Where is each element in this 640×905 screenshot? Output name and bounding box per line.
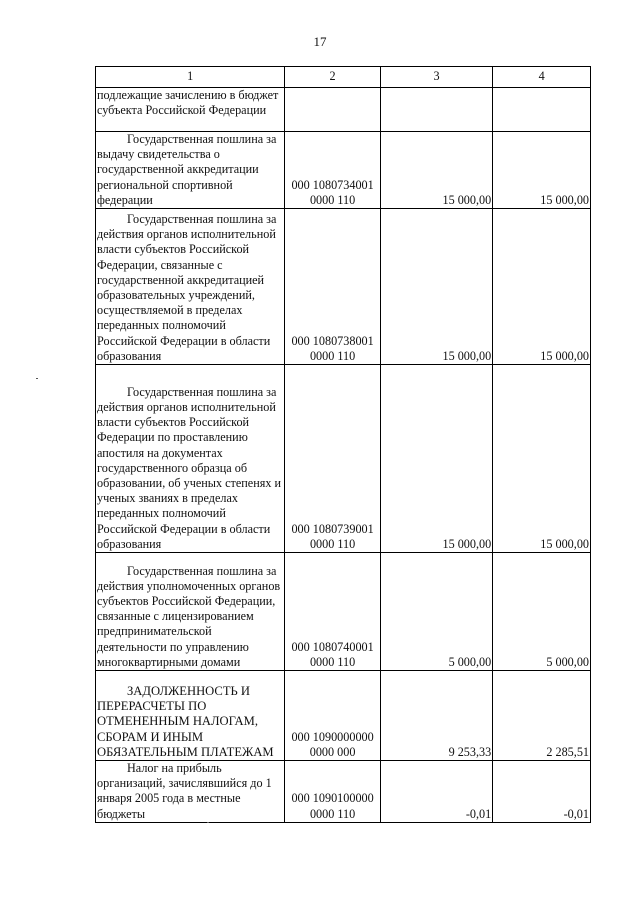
row-name-cell: Государственная пошлина за выдачу свидетельства о государственной аккредитации региональной спортивной федерации: [96, 132, 285, 209]
scan-speck: [207, 822, 209, 823]
column-header-2: 2: [285, 67, 381, 88]
row-code-cell: 000 1080734001 0000 110: [285, 132, 381, 209]
row-value-col4: 15 000,00: [493, 209, 591, 365]
row-value-col4: 2 285,51: [493, 671, 591, 761]
row-value-col3: 15 000,00: [380, 132, 492, 209]
row-code-cell: 000 1080739001 0000 110: [285, 365, 381, 553]
table-row: [96, 132, 591, 209]
table-row: [96, 88, 591, 132]
row-value-col4: [493, 88, 591, 132]
page-number: 17: [313, 34, 327, 49]
table-row: [96, 761, 591, 823]
row-value-col4: 15 000,00: [493, 132, 591, 209]
row-name-cell: Государственная пошлина за действия органов исполнительной власти субъектов Российской Федерации, связанные с государственной аккредитацией образовательных учреждений, осуществляемой в пределах переданных полномочий Российской Федерации в области образования: [96, 209, 285, 365]
table-row: [96, 209, 591, 365]
column-header-3: 3: [380, 67, 492, 88]
row-name-cell: Налог на прибыль организаций, зачислявшийся до 1 января 2005 года в местные бюджеты: [96, 761, 285, 823]
row-name-cell: подлежащие зачислению в бюджет субъекта Российской Федерации: [96, 88, 285, 132]
row-value-col4: 5 000,00: [493, 553, 591, 671]
row-name-cell: Государственная пошлина за действия уполномоченных органов субъектов Российской Федерации, связанные с лицензированием предпринимательской деятельности по управлению многоквартирными домами: [96, 553, 285, 671]
row-name-cell: Государственная пошлина за действия органов исполнительной власти субъектов Российской Федерации по проставлению апостиля на документах государственного образца об образовании, об ученых степенях и ученых званиях в пределах переданных полномочий Российской Федерации в области образования: [96, 365, 285, 553]
row-value-col3: 9 253,33: [380, 671, 492, 761]
row-value-col3: 15 000,00: [380, 365, 492, 553]
row-value-col3: 15 000,00: [380, 209, 492, 365]
row-value-col3: 5 000,00: [380, 553, 492, 671]
budget-revenue-table: [95, 66, 591, 823]
row-code-cell: 000 1080740001 0000 110: [285, 553, 381, 671]
row-value-col4: 15 000,00: [493, 365, 591, 553]
row-code-cell: 000 1080738001 0000 110: [285, 209, 381, 365]
column-header-1: 1: [96, 67, 285, 88]
row-code-cell: [285, 88, 381, 132]
row-code-cell: 000 1090100000 0000 110: [285, 761, 381, 823]
table-row: [96, 553, 591, 671]
row-value-col3: -0,01: [380, 761, 492, 823]
table-row: [96, 365, 591, 553]
row-name-cell: ЗАДОЛЖЕННОСТЬ И ПЕРЕРАСЧЕТЫ ПО ОТМЕНЕННЫМ НАЛОГАМ, СБОРАМ И ИНЫМ ОБЯЗАТЕЛЬНЫМ ПЛАТЕЖАМ: [96, 671, 285, 761]
column-header-4: 4: [493, 67, 591, 88]
row-code-cell: 000 1090000000 0000 000: [285, 671, 381, 761]
row-value-col4: -0,01: [493, 761, 591, 823]
table-row: [96, 671, 591, 761]
table-header-row: [96, 67, 591, 88]
scan-speck: [36, 378, 38, 379]
row-value-col3: [380, 88, 492, 132]
